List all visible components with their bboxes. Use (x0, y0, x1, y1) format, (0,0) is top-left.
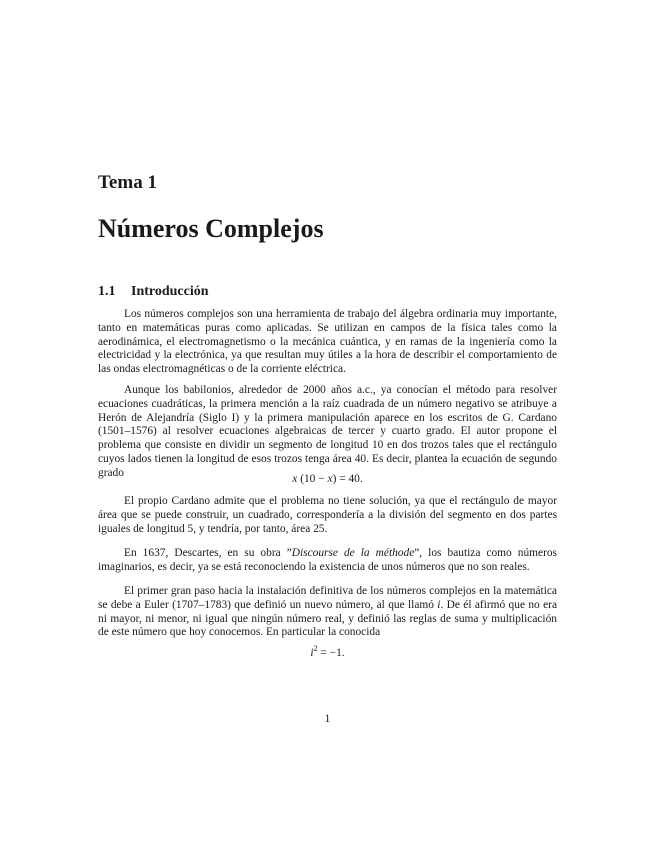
chapter-label: Tema 1 (98, 172, 157, 193)
book-title: Discourse de la méthode (291, 547, 415, 559)
text-run: El primer gran paso hacia la instalación definitiva de los números complejos en la matemática se debe a Euler (1707–1783) que definió un nuevo número, al que llamó (98, 585, 557, 611)
paragraph-text: El propio Cardano admite que el problema no tiene solución, ya que el rectángulo de mayor área que se puede construir, un cuadrado, correspondería a la división del segmento en dos partes iguales de longitud 5, y tendría, por tanto, área 25. (98, 495, 557, 535)
section-number: 1.1 (98, 284, 116, 299)
paragraph-euler (98, 585, 557, 640)
eq-exponent: 2 (313, 644, 318, 654)
eq-variable: x (327, 473, 333, 485)
paragraph-cardano (98, 495, 557, 536)
paragraph-intro (98, 308, 557, 377)
equation-i-squared (98, 644, 557, 659)
section-title: Introducción (131, 284, 209, 299)
eq-text: = −1. (317, 647, 345, 659)
text-run: . De él afirmó que no era ni mayor, ni menor, ni igual que ningún número real, y definió las reglas de suma y multiplicación de este número que hoy conocemos. En particular la conocida (98, 598, 557, 639)
paragraph-descartes (98, 547, 557, 575)
paragraph-text (98, 585, 557, 640)
paragraph-text (98, 547, 557, 575)
eq-variable: i (310, 647, 314, 659)
text-run: ”, los bautiza como números imaginarios, es decir, ya se está reconociendo la existencia de unos números que no son reales. (98, 547, 557, 573)
eq-text: (10 − (297, 473, 328, 485)
equation-quadratic (98, 473, 557, 485)
paragraph-text: Aunque los babilonios, alrededor de 2000 años a.c., ya conocían el método para resolver ecuaciones cuadráticas, la primera mención a la raíz cuadrada de un número negativo se atribuye a Herón de Alejandría (Siglo I) y la primera manipulación aparece en los escritos de G. Cardano (1501–1576) al resolver ecuaciones algebraicas de tercer y cuarto grado. El autor propone el problema que consiste en dividir un segmento de longitud 10 en dos trozos tales que el rectángulo cuyos lados tienen la longitud de esos trozos tenga área 40. Es decir, plantea la ecuación de segundo grado (98, 384, 557, 479)
paragraph-text: Los números complejos son una herramienta de trabajo del álgebra ordinaria muy importante, tanto en matemáticas puras como aplicadas. Se utilizan en campos de la física tales como la aerodinámica, el electromagnetismo o la mecánica cuántica, y en ramas de la ingeniería como la electricidad y la electrónica, ya que resultan muy útiles a la hora de describir el comportamiento de las ondas electromagnéticas o de la corriente eléctrica. (98, 308, 557, 376)
text-run: En 1637, Descartes, en su obra ” (124, 547, 292, 559)
page-number: 1 (324, 713, 331, 725)
paragraph-history (98, 384, 557, 481)
eq-text: ) = 40. (332, 473, 363, 485)
eq-variable: x (292, 473, 298, 485)
section-heading (98, 284, 209, 300)
chapter-title: Números Complejos (98, 214, 324, 243)
math-variable: i (437, 598, 441, 611)
